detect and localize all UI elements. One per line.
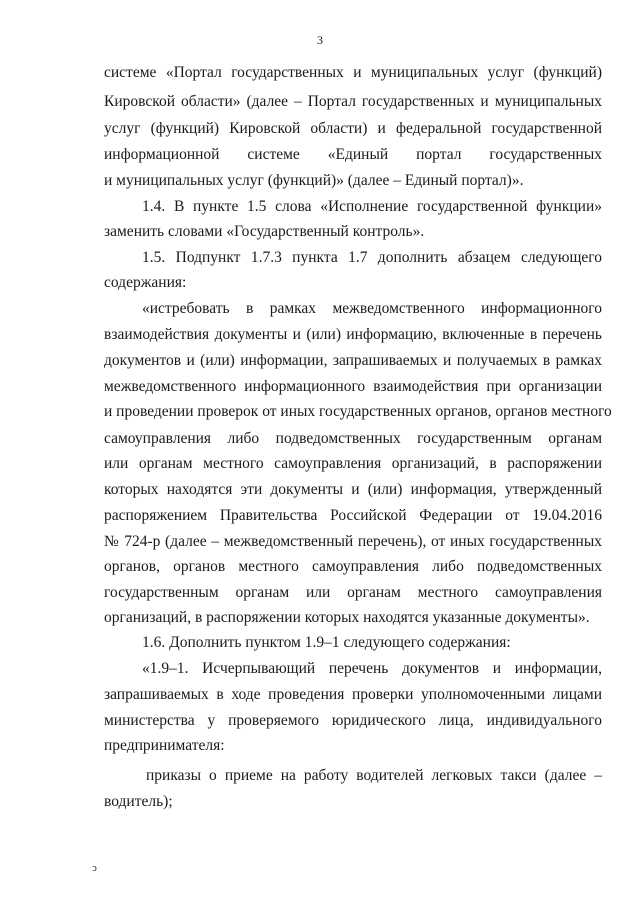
margin-mark: ↄ bbox=[92, 862, 97, 874]
text-line: 1.5. Подпункт 1.7.3 пункта 1.7 дополнить абзацем следующего bbox=[142, 249, 602, 266]
text-line: приказы о приеме на работу водителей легковых такси (далее – bbox=[146, 767, 602, 784]
text-line: и проведении проверок от иных государственных органов, органов местного bbox=[104, 403, 612, 420]
text-line: которых находятся эти документы и (или) информация, утвержденный bbox=[104, 481, 602, 498]
text-line: документов и (или) информации, запрашиваемых и получаемых в рамках bbox=[104, 352, 602, 369]
text-line: № 724-р (далее – межведомственный перечень), от иных государственных bbox=[104, 533, 602, 550]
text-line: 1.4. В пункте 1.5 слова «Исполнение государственной функции» bbox=[142, 198, 602, 215]
text-line: взаимодействия документы и (или) информацию, включенные в перечень bbox=[104, 326, 602, 343]
text-line: самоуправления либо подведомственных государственным органам bbox=[104, 430, 602, 447]
text-line: заменить словами «Государственный контроль». bbox=[104, 223, 425, 240]
text-line: государственным органам или органам местного самоуправления bbox=[104, 584, 602, 601]
text-line: предпринимателя: bbox=[104, 737, 225, 754]
text-line: водитель); bbox=[104, 793, 173, 810]
text-line: информационной системе «Единый портал государственных bbox=[104, 146, 602, 163]
text-line: услуг (функций) Кировской области) и федеральной государственной bbox=[104, 120, 602, 137]
page-number: 3 bbox=[317, 33, 323, 47]
text-line: «1.9–1. Исчерпывающий перечень документов и информации, bbox=[142, 660, 602, 677]
text-line: органов, органов местного самоуправления либо подведомственных bbox=[104, 558, 602, 575]
text-line: и муниципальных услуг (функций)» (далее – Единый портал)». bbox=[104, 172, 524, 189]
text-line: запрашиваемых в ходе проведения проверки уполномоченными лицами bbox=[104, 686, 602, 703]
text-line: «истребовать в рамках межведомственного информационного bbox=[142, 300, 602, 317]
text-line: содержания: bbox=[104, 274, 187, 291]
text-line: организаций, в распоряжении которых находятся указанные документы». bbox=[104, 609, 590, 626]
text-line: 1.6. Дополнить пунктом 1.9–1 следующего содержания: bbox=[142, 634, 511, 651]
text-line: Кировской области» (далее – Портал государственных и муниципальных bbox=[104, 93, 602, 110]
text-line: или органам местного самоуправления организаций, в распоряжении bbox=[104, 455, 602, 472]
text-line: межведомственного информационного взаимодействия при организации bbox=[104, 378, 602, 395]
text-line: системе «Портал государственных и муниципальных услуг (функций) bbox=[104, 64, 602, 81]
text-line: министерства у проверяемого юридического лица, индивидуального bbox=[104, 712, 602, 729]
text-line: распоряжением Правительства Российской Федерации от 19.04.2016 bbox=[104, 507, 602, 524]
